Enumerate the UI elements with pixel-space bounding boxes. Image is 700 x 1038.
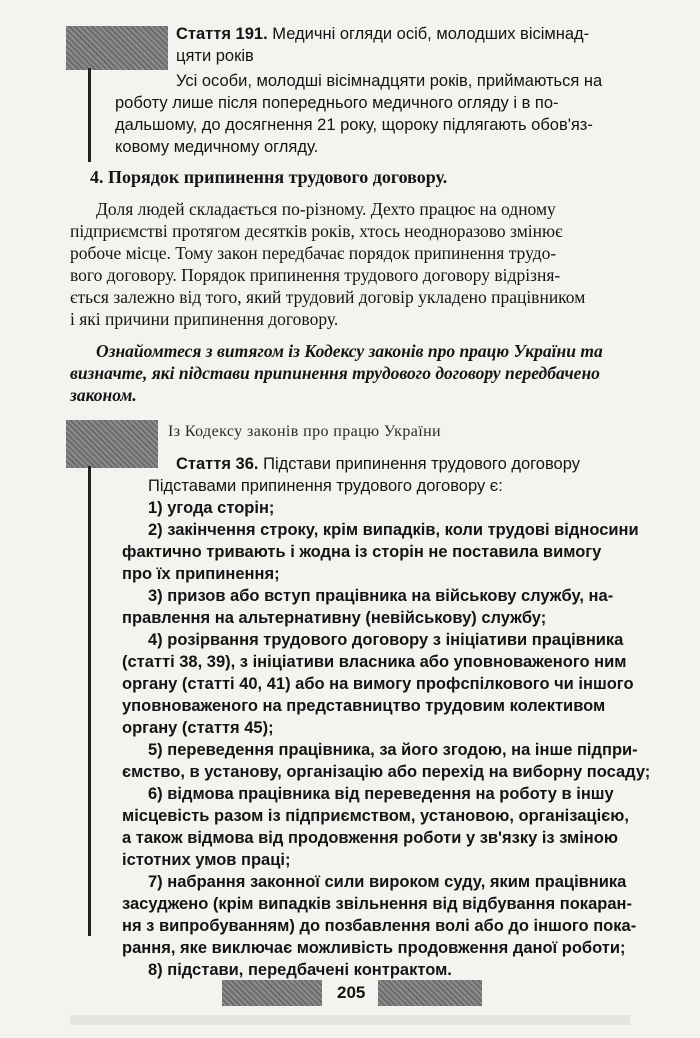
task-line: Ознайомтеся з витягом із Кодексу законів про працю України та [96, 341, 603, 361]
article-36-line: 3) призов або вступ працівника на військову службу, на- [148, 587, 614, 605]
article-191-title: Медичні огляди осіб, молодших вісімнад- [272, 25, 590, 43]
footer-bar-left [222, 980, 322, 1006]
article-36-line: 6) відмова працівника від переведення на роботу в іншу [148, 785, 614, 803]
task-line: визначте, які підстави припинення трудового договору передбачено [70, 363, 600, 383]
source-marker-block [66, 420, 158, 468]
article-36-title: Підстави припинення трудового договору [263, 455, 580, 473]
show-through-text [70, 1015, 630, 1025]
article-191-title-cont: цяти років [176, 47, 254, 65]
article-36-line: уповноваженого на представництво трудовим колективом [122, 697, 606, 715]
article-36-line: ємство, в установу, організацію або перехід на виборну посаду; [122, 763, 651, 781]
article-191-number: Стаття 191. [176, 25, 268, 43]
source-marker-line [88, 466, 91, 936]
article-36-line: 1) угода сторін; [148, 499, 275, 517]
article-marker-block [66, 26, 168, 70]
article-36-line: 7) набрання законної сили вироком суду, яким працівника [148, 873, 627, 891]
article-36-line: (статті 38, 39), з ініціативи власника або уповноваженого ним [122, 653, 627, 671]
article-36-line: ня з випробуванням) до позбавлення волі або до іншого пока- [122, 917, 637, 935]
task-line: законом. [70, 385, 137, 405]
article-191-body-line: ковому медичному огляду. [115, 138, 319, 156]
article-36-line: органу (стаття 45); [122, 719, 274, 737]
article-36-line: про їх припинення; [122, 565, 280, 583]
page-number: 205 [337, 983, 366, 1002]
intro-line: підприємстві протягом десятків років, хтось неодноразово змінює [70, 221, 563, 241]
intro-line: вого договору. Порядок припинення трудового договору відрізня- [70, 265, 561, 285]
article-36-line: істотних умов праці; [122, 851, 291, 869]
intro-line: ється залежно від того, який трудовий договір укладено працівником [70, 287, 586, 307]
intro-line: Доля людей складається по-різному. Дехто працює на одному [96, 199, 556, 219]
article-36-line: фактично тривають і жодна із сторін не поставила вимогу [122, 543, 602, 561]
article-36-line: засуджено (крім випадків звільнення від відбування покаран- [122, 895, 632, 913]
article-36-heading [176, 453, 580, 475]
article-36-line: правлення на альтернативну (невійськову) службу; [122, 609, 547, 627]
article-36-number: Стаття 36. [176, 455, 259, 473]
section-title: 4. Порядок припинення трудового договору. [90, 167, 448, 187]
article-36-line: рання, яке виключає можливість продовження даної роботи; [122, 939, 626, 957]
footer-bar-right [378, 980, 482, 1006]
article-191-body-line: Усі особи, молодші вісімнадцяти років, приймаються на [176, 72, 603, 90]
article-36-line: 8) підстави, передбачені контрактом. [148, 961, 452, 979]
article-36-line: органу (статті 40, 41) або на вимогу профспілкового чи іншого [122, 675, 634, 693]
intro-line: і які причини припинення договору. [70, 309, 339, 329]
article-36-line: місцевість разом із підприємством, установою, організацією, [122, 807, 629, 825]
article-36-line: 5) переведення працівника, за його згодою, на інше підпри- [148, 741, 638, 759]
article-36-line: 2) закінчення строку, крім випадків, коли трудові відносини [148, 521, 639, 539]
article-36-line: а також відмова від продовження роботи у зв'язку із зміною [122, 829, 618, 847]
article-36-line: Підставами припинення трудового договору є: [148, 477, 503, 495]
source-title: Із Кодексу законів про працю України [168, 423, 442, 440]
article-191-heading [176, 23, 589, 45]
article-191-body-line: роботу лише після попереднього медичного огляду і в по- [115, 94, 559, 112]
intro-line: робоче місце. Тому закон передбачає порядок припинення трудо- [70, 243, 557, 263]
article-36-line: 4) розірвання трудового договору з ініціативи працівника [148, 631, 624, 649]
article-marker-line [88, 68, 91, 162]
article-191-body-line: дальшому, до досягнення 21 року, щороку підлягають обов'яз- [115, 116, 593, 134]
